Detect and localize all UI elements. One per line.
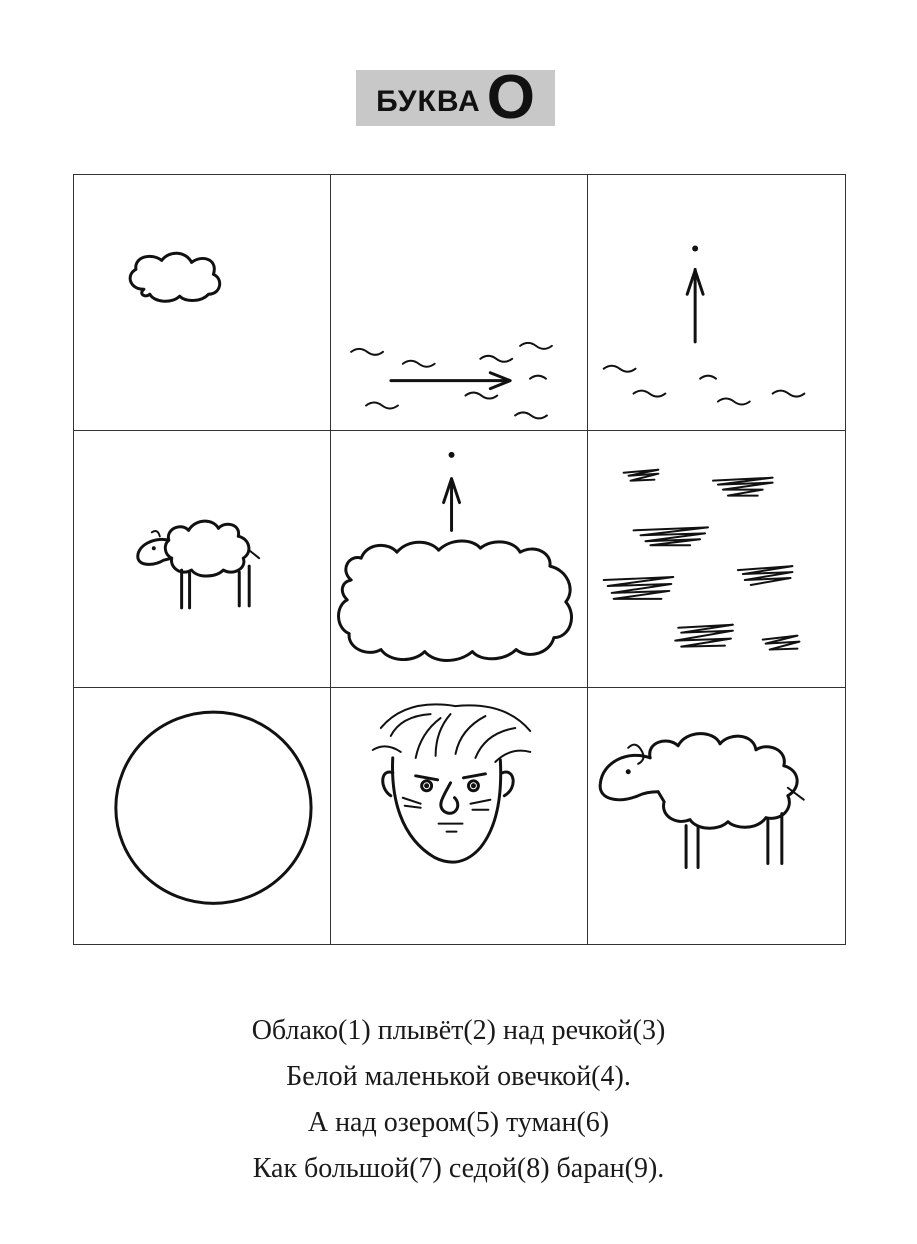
poem-text bbox=[0, 1008, 917, 1192]
grid-cell-man-face bbox=[331, 688, 588, 944]
big-circle-icon bbox=[74, 688, 330, 944]
title-banner bbox=[356, 63, 555, 132]
fog-icon bbox=[588, 431, 845, 686]
poem-line: А над озером(5) туман(6) bbox=[307, 1107, 610, 1138]
grid-cell-ram bbox=[588, 688, 845, 944]
river-flow-icon bbox=[331, 175, 587, 430]
grid-cell-small-sheep bbox=[74, 431, 331, 687]
small-sheep-icon bbox=[74, 431, 330, 686]
grid-cell-river-arrow bbox=[331, 175, 588, 431]
poem-line: Облако(1) плывёт(2) над речкой(3) bbox=[251, 1015, 666, 1046]
grid-cell-circle bbox=[74, 688, 331, 944]
above-lake-icon bbox=[331, 431, 587, 686]
title-letter: О bbox=[486, 63, 535, 132]
grid-cell-cloud bbox=[74, 175, 331, 431]
grid-cell-above-river bbox=[588, 175, 845, 431]
poem-line: Белой маленькой овечкой(4). bbox=[286, 1061, 631, 1092]
grid-cell-fog bbox=[588, 431, 845, 687]
title-word: БУКВА bbox=[376, 85, 481, 118]
picture-grid bbox=[73, 174, 846, 945]
above-river-icon bbox=[588, 175, 845, 430]
gray-haired-man-icon bbox=[331, 688, 587, 944]
grid-cell-above-lake bbox=[331, 431, 588, 687]
cloud-icon bbox=[74, 175, 330, 430]
ram-icon bbox=[588, 688, 845, 944]
poem-line: Как большой(7) седой(8) баран(9). bbox=[252, 1153, 665, 1184]
